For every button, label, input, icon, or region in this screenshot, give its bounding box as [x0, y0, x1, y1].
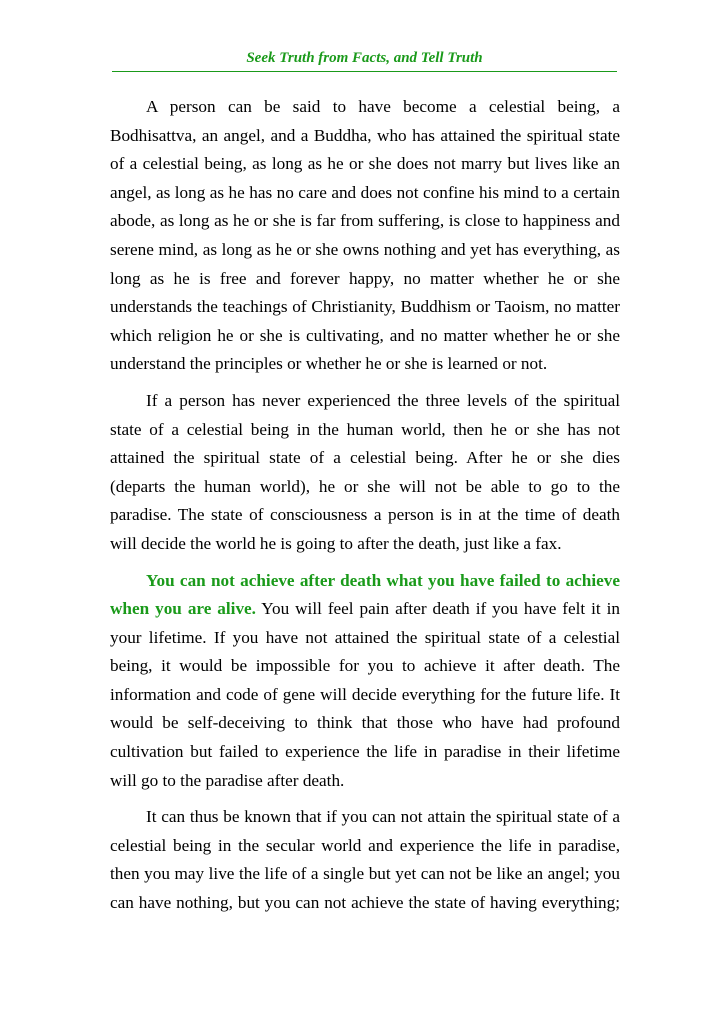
text-line: long as he is free and forever happy, no matter whether he or she — [110, 268, 620, 288]
text-line: being, it would be impossible for you to achieve it after death. The — [110, 656, 620, 676]
paragraph-2 — [110, 387, 620, 559]
body-text — [110, 93, 620, 926]
text-line: It can thus be known that if you can not attain the spiritual state of a — [146, 807, 620, 827]
text-line: paradise. The state of consciousness a person is in at the time of death — [110, 505, 620, 525]
text-line: angel, as long as he has no care and does not confine his mind to a certain — [110, 182, 620, 202]
text-line: then you may live the life of a single but yet can not be like an angel; you — [110, 864, 620, 884]
text-line: would be self-deceiving to think that those who have had profound — [110, 713, 620, 733]
text-line: of a celestial being, as long as he or she does not marry but lives like an — [110, 154, 620, 174]
text-line: abode, as long as he or she is far from suffering, is close to happiness and — [110, 211, 620, 231]
text-line: celestial being in the secular world and experience the life in paradise, — [110, 835, 620, 855]
highlighted-text: You can not achieve after death what you have failed to achieve — [146, 570, 620, 590]
text-line: serene mind, as long as he or she owns nothing and yet has everything, as — [110, 239, 620, 259]
highlighted-text: when you are alive. — [110, 599, 256, 619]
text-line: your lifetime. If you have not attained the spiritual state of a celestial — [110, 627, 620, 647]
running-header — [112, 48, 617, 74]
paragraph-4 — [110, 803, 620, 917]
text-line: will go to the paradise after death. — [110, 770, 345, 790]
paragraph-1 — [110, 93, 620, 379]
text-line: information and code of gene will decide everything for the future life. It — [110, 684, 620, 704]
header-title: Seek Truth from Facts, and Tell Truth — [246, 50, 483, 66]
text-line — [110, 595, 620, 624]
text-line: Bodhisattva, an angel, and a Buddha, who has attained the spiritual state — [110, 125, 620, 145]
text-line: attained the spiritual state of a celestial being. After he or she dies — [110, 448, 620, 468]
header-rule — [112, 71, 617, 72]
text-line: will decide the world he is going to after the death, just like a fax. — [110, 533, 562, 553]
text-line: If a person has never experienced the three levels of the spiritual — [146, 390, 620, 410]
text-line: can have nothing, but you can not achieve the state of having everything; — [110, 893, 620, 913]
text-line: cultivation but failed to experience the life in paradise in their lifetime — [110, 742, 620, 762]
text-line: understands the teachings of Christianity, Buddhism or Taoism, no matter — [110, 297, 620, 317]
text-line: state of a celestial being in the human world, then he or she has not — [110, 419, 620, 439]
text-line: understand the principles or whether he or she is learned or not. — [110, 354, 548, 374]
text-line — [110, 567, 620, 596]
paragraph-3 — [110, 567, 620, 796]
text-line: which religion he or she is cultivating, and no matter whether he or she — [110, 325, 620, 345]
text-line: (departs the human world), he or she will not be able to go to the — [110, 476, 620, 496]
text-run: You will feel pain after death if you have felt it in — [255, 599, 621, 619]
text-line: A person can be said to have become a celestial being, a — [146, 97, 620, 116]
